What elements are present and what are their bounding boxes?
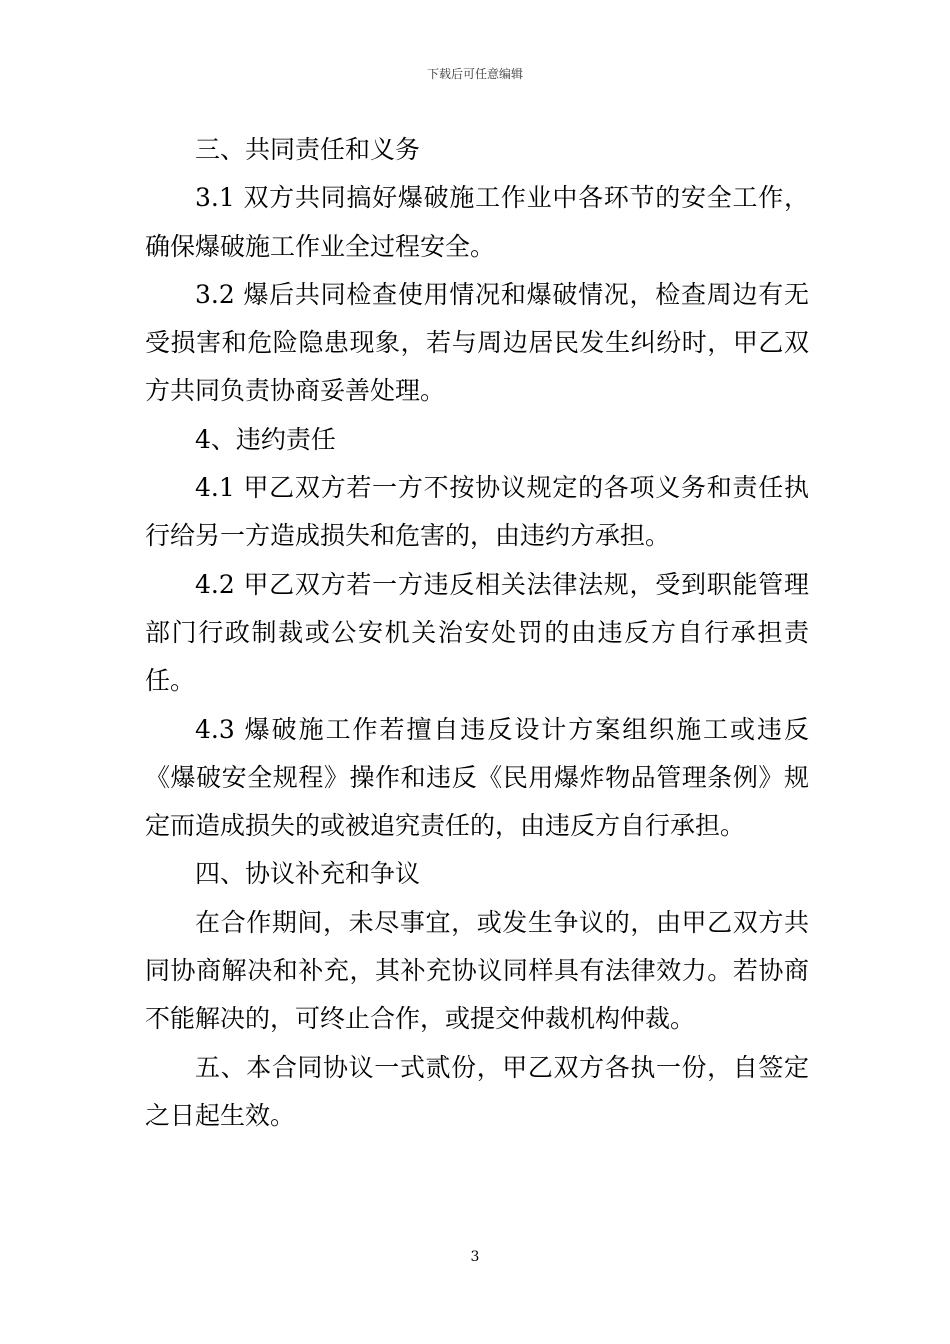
clause-4-3: 4.3 爆破施工作若擅自违反设计方案组织施工或违反《爆破安全规程》操作和违反《民用爆炸物品管理条例》规定而造成损失的或被追究责任的，由违反方自行承担。: [145, 714, 809, 841]
section-heading-breach-liability: 4、违约责任: [195, 424, 336, 454]
clause-supplement-dispute: 在合作期间，未尽事宜，或发生争议的，由甲乙双方共同协商解决和补充，其补充协议同样具有法律效力。若协商不能解决的，可终止合作，或提交仲裁机构仲裁。: [145, 907, 809, 1034]
clause-3-2: 3.2 爆后共同检查使用情况和爆破情况，检查周边有无受损害和危险隐患现象，若与周边居民发生纠纷时，甲乙双方共同负责协商妥善处理。: [145, 279, 809, 406]
clause-contract-copies: 五、本合同协议一式贰份，甲乙双方各执一份，自签定之日起生效。: [145, 1052, 809, 1130]
page-header: 下载后可任意编辑: [426, 67, 523, 81]
clause-4-1: 4.1 甲乙双方若一方不按协议规定的各项义务和责任执行给另一方造成损失和危害的，由违约方承担。: [145, 473, 809, 551]
clause-3-1: 3.1 双方共同搞好爆破施工作业中各环节的安全工作，确保爆破施工作业全过程安全。: [145, 183, 809, 261]
section-heading-supplement-dispute: 四、协议补充和争议: [195, 859, 421, 889]
page-number: 3: [470, 1249, 480, 1265]
section-heading-joint-responsibilities: 三、共同责任和义务: [195, 135, 421, 164]
clause-4-2: 4.2 甲乙双方若一方违反相关法律法规，受到职能管理部门行政制裁或公安机关治安处罚的由违反方自行承担责任。: [145, 569, 809, 696]
document-body: [145, 126, 809, 1140]
